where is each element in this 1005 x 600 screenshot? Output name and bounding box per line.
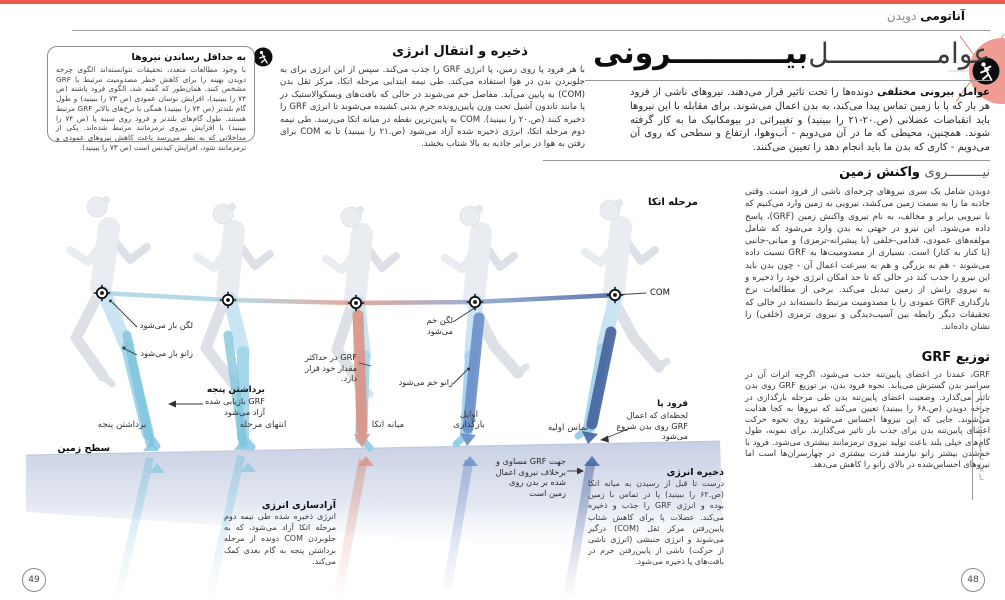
minimize-forces-heading: به حداقل رساندن نیروها — [131, 52, 246, 63]
callout-foot-strike-text: لحظه‌ای که اعمال GRF روی بدن شروع می‌شود — [616, 410, 688, 442]
running-anatomy-header — [665, 9, 965, 23]
grf-heading-bold: واکنش زمین — [839, 165, 921, 180]
energy-storage-note — [588, 467, 724, 568]
callout-grf-direction: جهت GRF مساوی و برخلاف نیروی اعمال شده بر بدن روی زمین است — [495, 456, 566, 498]
page-number-left: 49 — [22, 568, 46, 592]
page-title-word2: بیـــــــــــرونی — [592, 36, 809, 71]
callout-foot-strike — [612, 398, 688, 442]
callout-toe-off-title: برداشتن پنجه — [206, 385, 265, 395]
grf-distribution-heading: توزیع GRF — [921, 350, 990, 365]
stance-phase-label: مرحله اتکا — [648, 197, 698, 208]
credit-rule — [972, 390, 973, 500]
phase-early-loading: اوایل بارگذاری — [453, 410, 485, 430]
callout-knee-flexes: زانو خم می‌شود — [398, 377, 453, 387]
minimize-forces-box — [47, 46, 255, 152]
page-title-word1: عوامـــــــــــــل — [808, 37, 990, 70]
callout-hip-flexes: لگن خم می‌شود — [426, 315, 453, 336]
phase-midstance: میانه اتکا — [371, 420, 405, 430]
grf-heading-light: نیـــــــــروی — [924, 165, 990, 180]
intro-rest: دونده‌ها را تحت تاثیر قرار می‌دهند. نیروهای ناشی از فرود هر بار که پا با زمین تماس پیدا می‌کند، به بدن اعمال می‌شوند. برای مقابله با این نیروها باید انقباضات عضلانی (ص.۲۰-۲۱ را ببینید) و تغییراتی در بیومکانیک ما به کار گرفته شوند. همچنین، محیطی که ما در آن می‌دویم - آب‌وهوا، ارتفاع و سطحی که روی آن می‌دویم - کاری که بدن ما باید انجام دهد را تعیین می‌کنند. — [630, 87, 990, 154]
header-title-bold: آناتومی — [920, 9, 965, 23]
energy-section-heading: ذخیره و انتقال انرژی — [392, 44, 528, 59]
phase-initial-contact: تماس اولیه — [547, 423, 589, 433]
intro-bottom-rule — [543, 160, 990, 161]
grf-section-body: دویدن شامل یک سری نیروهای چرخه‌ای ناشی از فرود است. وقتی جاذبه ما را به سمت زمین می‌کشد، نیرویی به زمین وارد می‌کنیم که با نیرویی برابر و مخالف، به نام نیروی واکنش زمین (GRF)، پاسخ داده می‌شود. این نیرو در جهتی به بدن وارد می‌شود که شامل مولفه‌های عمودی، قدامی-خلفی (یا پیشرانه-ترمزی) و میانی-جانبی (یا کنار به کنار) است. بسیاری از مصدومیت‌ها به GRF نسبت داده می‌شوند - هم به بزرگی و هم به سرعت اعمال آن - چون بدن باید این نیرو را جذب کند در حالی که تا حد امکان انرژی خود را ذخیره و به نیروی رانش از زمین تبدیل می‌کند. برخی از مطالعات نرخ بارگذاری GRF عمودی را با مصدومیت مرتبط دانسته‌اند در حالی که تحقیقات دیگر رابطه بین آسیب‌دیدگی و نیروی ترمزی (خلفی) را نشان داده‌اند. — [745, 187, 990, 333]
phase-end-stance: انتهای مرحله — [239, 420, 287, 430]
com-trajectory — [102, 293, 646, 303]
page-title — [592, 36, 990, 80]
runner-loading — [445, 205, 526, 444]
energy-storage-body: درست تا قبل از رسیدن به میانه اتکا (ص.۶۲ را ببینید) پا در تماس با زمین بوده و انرژی GRF را جذب و ذخیره می‌کند. عضلات پا برای کاهش شتاب پایین‌رفتن مرکز ثقل (COM) درگیر می‌شوند و انرژی جنبشی (انرژی ناشی از حرکت) ناشی از پایین‌رفتن جرم در بافت‌های پا ذخیره می‌شود. — [588, 479, 725, 567]
callout-toe-off — [203, 384, 265, 417]
title-bottom-rule — [585, 80, 990, 81]
callout-toe-off-text: GRF بازیابی شده آزاد می‌شود — [204, 396, 265, 417]
grf-section-heading — [745, 165, 990, 180]
intro-lead: عوامل بیرونی مختلفی — [877, 87, 990, 98]
energy-release-heading: آزادسازی انرژی — [261, 500, 336, 511]
callout-hip-extends: لگن باز می‌شود — [139, 320, 193, 330]
callout-grf-max: GRF در حداکثر مقدار خود قرار دارد. — [304, 352, 357, 383]
callout-knee-extends: زانو باز می‌شود — [140, 348, 193, 358]
energy-release-note — [224, 500, 336, 567]
grf-distribution-body: GRF، عمدتا در اعضای پایین‌تنه جذب می‌شود، اگرچه اثرات آن در سراسر بدن گسترش می‌یابد. نحوه فرود بدن، بر توزیع GRF روی بدن تاثیر می‌گذارد. وضعیت اعضای پایین‌تنه بدن طی مرحله بارگذاری در چرخه دویدن (ص.۶۸ را ببینید) تعیین می‌کند که نیروها به کجا هدایت می‌شوند. جایی که این نیروها احساس می‌شوند روی نحوه حرکت اعضای پایین‌تنه بدن برای جذب بار تاثیر می‌گذارند. برای نمونه، طول گام‌های خیلی بلند باعث تولید نیروی ترمزمانند بیشتری می‌شود. فرود با خم‌شدن بیشتر زانو نیازمند قدرت بیشتری در چهارسران‌ها است اما نیروهای احساس‌شده در بالای زانو را کاهش می‌دهد. — [745, 369, 990, 470]
ground-surface-label: سطح زمین — [57, 443, 110, 454]
com-label: COM — [650, 288, 670, 298]
header-rule — [72, 30, 990, 31]
header-title-light: دویدن — [886, 9, 917, 23]
vertical-credit-text: این کتاب از وبسایت مرجع دانلود شده است — [978, 390, 984, 481]
page-number-right: 48 — [961, 568, 985, 592]
minimize-forces-body: با وجود مطالعات متعدد، تحقیقات نتوانسته‌اند الگوی چرخه دویدن بهینه را برای کاهش خطر مصدومیت مرتبط با GRF مشخص کنند. همان‌طور که گفته شد، الگوی فرود پاشنه (ص ۷۴ را ببینید)، افزایش نوسان عمودی (ص ۷۳ را ببینید) و طول گام بلندتر (ص ۷۴ را ببینید) همگی با نرخ‌های بالاتر GRF مرتبط هستند. طول گام‌های بلندتر و فرود روی سینه پا (ص ۷۴ را ببینید) با افزایش نیروی ترمزمانند مرتبط شده‌اند. یکی از مداخلاتی که به نظر می‌رسد باعث کاهش نیروهای عمودی و ترمزمانند شود، افزایش کیدنس است (ص ۷۳ را ببینید). — [56, 65, 246, 152]
minimize-box-runner-icon — [254, 48, 273, 67]
intro-paragraph — [630, 86, 990, 155]
phase-toe-off: برداشتن پنجه — [97, 420, 147, 430]
callout-foot-strike-title: فرود پا — [657, 399, 688, 409]
energy-storage-heading: ذخیره انرژی — [666, 467, 724, 478]
energy-release-body: انرژی ذخیره شده طی نیمه دوم مرحله اتکا آزاد می‌شود، که به جلوبردن COM دونده از مرحله برداشتن پنجه به گام بعدی کمک می‌کند. — [224, 512, 336, 566]
energy-section-body: با هر فرود پا روی زمین، پا انرژی GRF را جذب می‌کند. سپس از این انرژی برای به جلوبردن بدن در هوا استفاده می‌کند. طی نیمه ابتدایی مرحله اتکا، مرکز ثقل بدن (COM) به پایین می‌آید. مفاصل خم می‌شوند در حالی که بافت‌های ویسکوالاستیک در پا مانند تاندون آشیل تحت وزن پایین‌رونده جرم بدنی کشیده می‌شوند تا انرژی GRF را ذخیره کنند (ص.۲۰ را ببینید). COM به پایین‌ترین نقطه در میانه اتکا می‌رسد. طی نیمه دوم مرحله اتکا، انرژی ذخیره شده آزاد می‌شود (ص.۲۱ را ببینید) تا به COM برای رفتن به هوا در برابر جاذبه به بالا شتاب بخشد. — [280, 65, 586, 150]
